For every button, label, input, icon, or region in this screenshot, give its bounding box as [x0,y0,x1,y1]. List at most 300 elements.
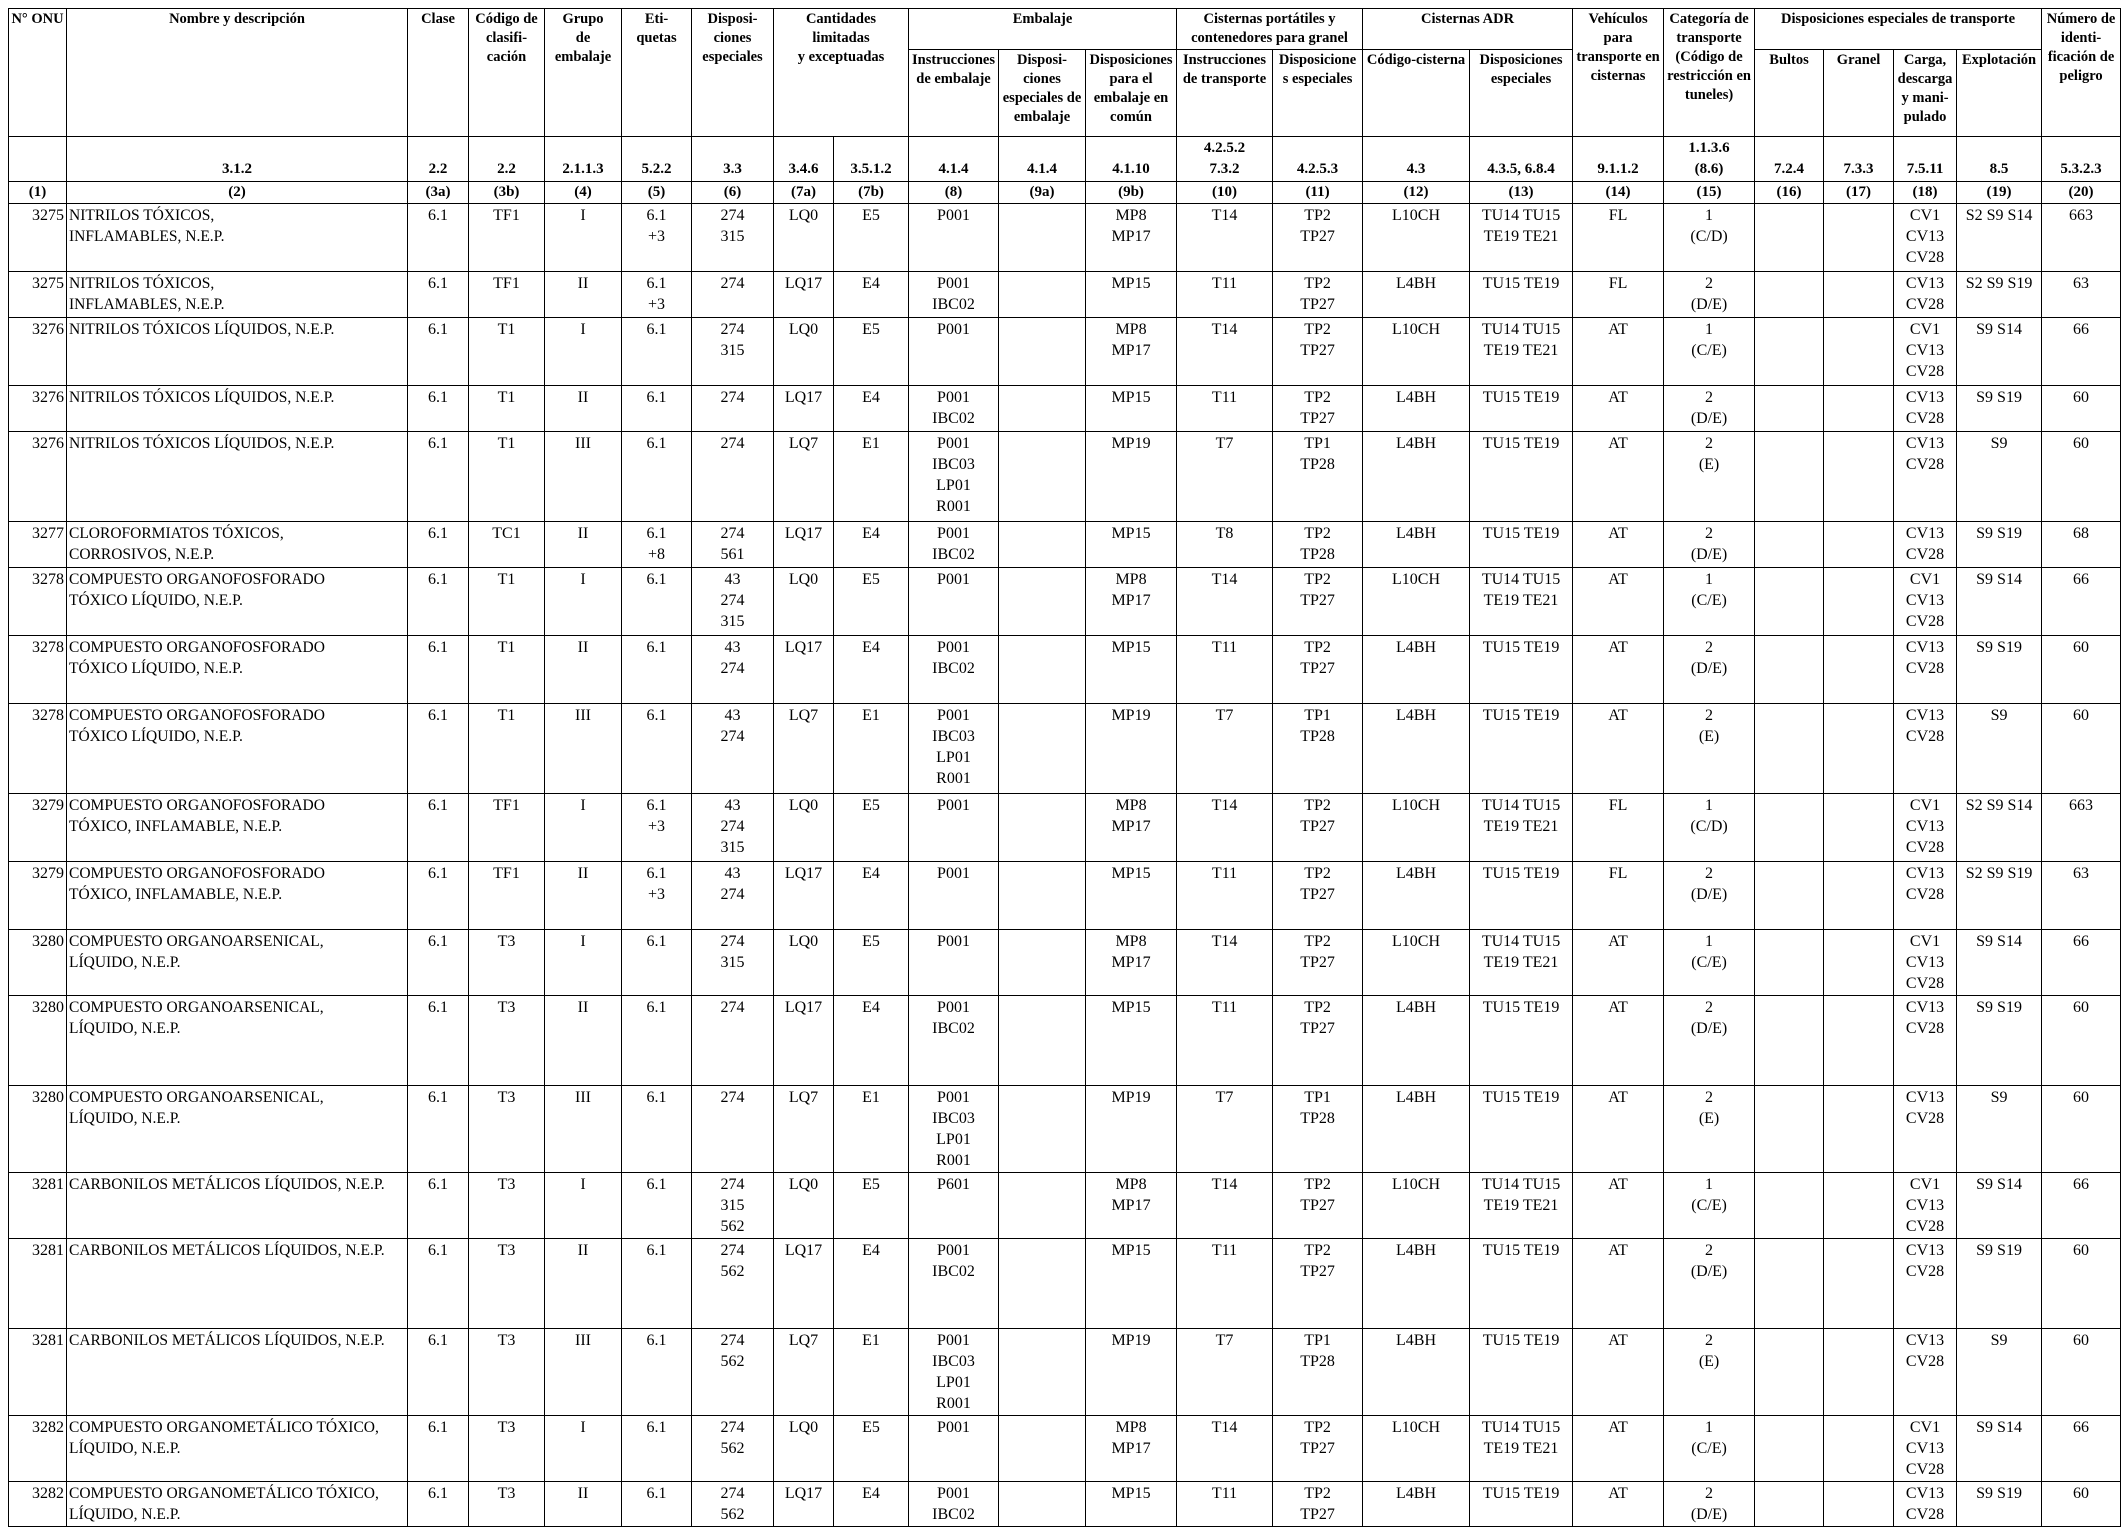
table-cell: T3 [469,996,545,1086]
table-cell: MP15 [1086,1482,1177,1527]
table-cell: LQ17 [774,1482,834,1527]
table-cell [999,386,1086,432]
table-cell: AT [1573,1086,1664,1173]
table-cell: 1 (C/E) [1664,930,1755,996]
table-cell: 6.1 [408,1239,469,1329]
table-cell: 60 [2042,1482,2121,1527]
reference-cell: 4.2.5.2 7.3.2 [1177,137,1273,182]
table-cell: P001 [909,794,999,862]
table-cell: II [545,272,622,318]
table-cell: 274 315 [692,204,774,272]
un-number-cell: 3276 [9,432,67,522]
table-cell: 6.1 [408,636,469,704]
table-cell: T3 [469,1329,545,1416]
table-cell: MP8 MP17 [1086,568,1177,636]
table-cell [1824,1329,1894,1416]
table-cell: 6.1 [622,1173,692,1239]
column-number-cell: (9a) [999,182,1086,204]
column-number-cell: (20) [2042,182,2121,204]
header-cp-disposiciones: Disposicione s especiales [1273,50,1363,137]
header-carga: Carga, descarga y mani- pulado [1894,50,1957,137]
table-cell: 2 (D/E) [1664,386,1755,432]
table-cell: P001 IBC02 [909,386,999,432]
table-cell: 60 [2042,636,2121,704]
un-number-cell: 3277 [9,522,67,568]
table-cell: MP8 MP17 [1086,1416,1177,1482]
table-cell: TU15 TE19 [1470,432,1573,522]
table-cell: TP2 TP27 [1273,568,1363,636]
table-row [9,568,2121,636]
table-cell: S9 [1957,1329,2042,1416]
table-cell: E1 [834,1329,909,1416]
table-cell: 66 [2042,1173,2121,1239]
table-cell [1824,204,1894,272]
reference-cell: 7.2.4 [1755,137,1824,182]
table-cell: 1 (C/E) [1664,568,1755,636]
table-cell: LQ17 [774,386,834,432]
table-cell: L10CH [1363,318,1470,386]
un-number-cell: 3281 [9,1329,67,1416]
table-cell: CV13 CV28 [1894,1329,1957,1416]
table-cell: MP8 MP17 [1086,318,1177,386]
table-cell: CV1 CV13 CV28 [1894,568,1957,636]
header-cp-instrucciones: Instrucciones de transporte [1177,50,1273,137]
column-number-cell: (7b) [834,182,909,204]
table-cell: TP1 TP28 [1273,704,1363,794]
table-cell: TU15 TE19 [1470,522,1573,568]
table-cell: II [545,996,622,1086]
table-cell: T11 [1177,862,1273,930]
table-cell [1755,568,1824,636]
table-cell: II [545,636,622,704]
header-numero-peligro: Número de identi- ficación de peligro [2042,9,2121,137]
table-cell: LQ0 [774,318,834,386]
table-cell: 274 561 [692,522,774,568]
table-cell: TU15 TE19 [1470,1482,1573,1527]
table-row [9,930,2121,996]
table-cell: I [545,318,622,386]
table-cell: 274 562 [692,1416,774,1482]
table-cell: LQ0 [774,1173,834,1239]
table-cell: L4BH [1363,1086,1470,1173]
table-cell [999,1086,1086,1173]
table-cell: TP2 TP27 [1273,204,1363,272]
table-cell: 2 (E) [1664,704,1755,794]
reference-cell: 4.1.4 [909,137,999,182]
header-codigo: Código de clasifi- cación [469,9,545,137]
table-cell: T14 [1177,204,1273,272]
substance-name-cell: CARBONILOS METÁLICOS LÍQUIDOS, N.E.P. [67,1239,408,1329]
table-cell: 60 [2042,704,2121,794]
table-cell: CV1 CV13 CV28 [1894,794,1957,862]
table-cell: LQ7 [774,1086,834,1173]
table-cell: T14 [1177,318,1273,386]
table-cell [1824,318,1894,386]
table-cell: T11 [1177,1482,1273,1527]
table-cell: L10CH [1363,794,1470,862]
table-cell [999,996,1086,1086]
table-cell: 6.1 [622,704,692,794]
table-cell: T1 [469,704,545,794]
table-cell: TC1 [469,522,545,568]
table-cell: 66 [2042,568,2121,636]
table-cell: E4 [834,522,909,568]
table-cell: E5 [834,1173,909,1239]
table-cell: 1 (C/E) [1664,1173,1755,1239]
header-explotacion: Explotación [1957,50,2042,137]
header-adr-codigo: Código-cisterna [1363,50,1470,137]
column-number-cell: (9b) [1086,182,1177,204]
table-cell: 274 315 562 [692,1173,774,1239]
un-number-cell: 3280 [9,1086,67,1173]
table-cell: TP1 TP28 [1273,1086,1363,1173]
table-cell: 2 (E) [1664,432,1755,522]
substance-name-cell: COMPUESTO ORGANOARSENICAL, LÍQUIDO, N.E.P. [67,1086,408,1173]
header-emb-comun: Disposiciones para el embalaje en común [1086,50,1177,137]
table-cell: LQ7 [774,432,834,522]
substance-name-cell: COMPUESTO ORGANOMETÁLICO TÓXICO, LÍQUIDO, N.E.P. [67,1482,408,1527]
column-number-cell: (13) [1470,182,1573,204]
table-cell: TP2 TP28 [1273,522,1363,568]
table-cell: TU15 TE19 [1470,1329,1573,1416]
table-cell [1755,432,1824,522]
table-cell: T8 [1177,522,1273,568]
table-cell [1755,1173,1824,1239]
table-cell: 6.1 +3 [622,272,692,318]
table-cell: 6.1 [622,1086,692,1173]
reference-cell: 7.3.3 [1824,137,1894,182]
table-row [9,1173,2121,1239]
header-disposiciones: Disposi- ciones especiales [692,9,774,137]
reference-cell: 9.1.1.2 [1573,137,1664,182]
column-number-cell: (11) [1273,182,1363,204]
table-cell: P001 IBC03 LP01 R001 [909,432,999,522]
table-cell: AT [1573,636,1664,704]
header-name: Nombre y descripción [67,9,408,137]
reference-cell: 7.5.11 [1894,137,1957,182]
table-row [9,432,2121,522]
table-cell: II [545,522,622,568]
table-cell: E4 [834,386,909,432]
column-number-cell: (19) [1957,182,2042,204]
table-cell: T11 [1177,386,1273,432]
table-cell: MP15 [1086,522,1177,568]
un-number-cell: 3281 [9,1239,67,1329]
table-cell: AT [1573,1416,1664,1482]
table-cell: TF1 [469,862,545,930]
table-cell: T7 [1177,1329,1273,1416]
table-row [9,318,2121,386]
table-cell: CV13 CV28 [1894,636,1957,704]
table-cell [999,862,1086,930]
un-number-cell: 3279 [9,794,67,862]
table-cell: 6.1 [408,1416,469,1482]
table-cell: AT [1573,1173,1664,1239]
table-cell: 6.1 [622,1482,692,1527]
table-cell [1755,1086,1824,1173]
reference-cell: 4.3 [1363,137,1470,182]
dangerous-goods-table-container [8,8,2121,1527]
table-cell: AT [1573,930,1664,996]
table-cell: CV13 CV28 [1894,862,1957,930]
table-cell [999,1482,1086,1527]
substance-name-cell: NITRILOS TÓXICOS LÍQUIDOS, N.E.P. [67,432,408,522]
table-cell: CV13 CV28 [1894,522,1957,568]
table-cell: 6.1 [408,1173,469,1239]
un-number-cell: 3276 [9,386,67,432]
table-cell [1755,1239,1824,1329]
table-cell: S2 S9 S14 [1957,204,2042,272]
table-cell: LQ17 [774,272,834,318]
table-cell: TU14 TU15 TE19 TE21 [1470,1416,1573,1482]
table-cell: LQ0 [774,1416,834,1482]
reference-cell: 4.1.10 [1086,137,1177,182]
reference-cell: 3.3 [692,137,774,182]
table-cell: T1 [469,386,545,432]
table-cell: TP2 TP27 [1273,386,1363,432]
table-cell: CV13 CV28 [1894,386,1957,432]
table-cell: T3 [469,1482,545,1527]
table-cell: III [545,432,622,522]
table-cell: III [545,704,622,794]
table-cell [1755,522,1824,568]
table-cell [1755,272,1824,318]
table-cell: 2 (D/E) [1664,272,1755,318]
table-cell: 6.1 [408,568,469,636]
table-row [9,522,2121,568]
table-cell: FL [1573,794,1664,862]
table-cell [1824,794,1894,862]
table-cell: L4BH [1363,432,1470,522]
table-cell: S9 [1957,704,2042,794]
table-cell: I [545,204,622,272]
reference-cell: 5.2.2 [622,137,692,182]
substance-name-cell: CARBONILOS METÁLICOS LÍQUIDOS, N.E.P. [67,1329,408,1416]
table-cell: E4 [834,1482,909,1527]
table-cell: 6.1 [622,1239,692,1329]
table-cell: L10CH [1363,1416,1470,1482]
table-cell: 60 [2042,432,2121,522]
table-cell: TU15 TE19 [1470,386,1573,432]
table-cell: S9 S14 [1957,568,2042,636]
table-cell: 6.1 +3 [622,794,692,862]
table-cell [1824,996,1894,1086]
table-cell [1755,636,1824,704]
table-cell: 6.1 [408,432,469,522]
table-row [9,996,2121,1086]
substance-name-cell: COMPUESTO ORGANOFOSFORADO TÓXICO LÍQUIDO, N.E.P. [67,636,408,704]
table-cell: 68 [2042,522,2121,568]
table-cell [1824,862,1894,930]
column-number-cell: (2) [67,182,408,204]
table-cell: 6.1 [408,704,469,794]
table-cell: TP2 TP27 [1273,272,1363,318]
reference-cell: 1.1.3.6 (8.6) [1664,137,1755,182]
table-cell [1824,522,1894,568]
table-cell [999,522,1086,568]
table-cell: L4BH [1363,1329,1470,1416]
substance-name-cell: COMPUESTO ORGANOFOSFORADO TÓXICO LÍQUIDO, N.E.P. [67,568,408,636]
substance-name-cell: NITRILOS TÓXICOS, INFLAMABLES, N.E.P. [67,272,408,318]
un-number-cell: 3275 [9,272,67,318]
table-cell: L10CH [1363,204,1470,272]
table-cell [1755,1329,1824,1416]
table-cell: P001 IBC02 [909,272,999,318]
table-cell: S9 [1957,432,2042,522]
un-number-cell: 3278 [9,704,67,794]
table-cell: 274 315 [692,930,774,996]
header-bultos: Bultos [1755,50,1824,137]
reference-cell: 4.2.5.3 [1273,137,1363,182]
table-cell: S2 S9 S19 [1957,272,2042,318]
table-cell: E5 [834,204,909,272]
table-cell: MP15 [1086,386,1177,432]
column-number-row [9,182,2121,204]
table-cell: MP15 [1086,636,1177,704]
table-cell: MP19 [1086,1086,1177,1173]
substance-name-cell: COMPUESTO ORGANOFOSFORADO TÓXICO LÍQUIDO, N.E.P. [67,704,408,794]
header-adr-disposiciones: Disposiciones especiales [1470,50,1573,137]
table-cell: 663 [2042,794,2121,862]
table-cell: 274 315 [692,318,774,386]
table-cell [1755,1416,1824,1482]
table-cell: 6.1 [622,432,692,522]
table-cell: 274 [692,996,774,1086]
table-cell: 6.1 [622,636,692,704]
reference-cell: 3.5.1.2 [834,137,909,182]
table-cell: LQ0 [774,568,834,636]
table-cell: 2 (D/E) [1664,1482,1755,1527]
reference-cell: 2.1.1.3 [545,137,622,182]
table-cell: AT [1573,318,1664,386]
table-cell: 43 274 [692,862,774,930]
table-body [9,204,2121,1527]
table-cell: CV13 CV28 [1894,704,1957,794]
table-cell: I [545,794,622,862]
table-cell: T14 [1177,1173,1273,1239]
table-cell: TU14 TU15 TE19 TE21 [1470,1173,1573,1239]
substance-name-cell: COMPUESTO ORGANOARSENICAL, LÍQUIDO, N.E.P. [67,996,408,1086]
table-cell: TU14 TU15 TE19 TE21 [1470,794,1573,862]
table-cell: III [545,1086,622,1173]
table-cell: S9 S14 [1957,1416,2042,1482]
substance-name-cell: NITRILOS TÓXICOS LÍQUIDOS, N.E.P. [67,386,408,432]
table-cell: L4BH [1363,862,1470,930]
column-number-cell: (7a) [774,182,834,204]
table-cell: P001 [909,318,999,386]
table-cell: AT [1573,568,1664,636]
table-cell: S9 S19 [1957,636,2042,704]
table-cell: TP2 TP27 [1273,636,1363,704]
header-clase: Clase [408,9,469,137]
table-cell: LQ0 [774,930,834,996]
header-emb-disposiciones: Disposi- ciones especiales de embalaje [999,50,1086,137]
reference-row [9,137,2121,182]
table-cell: 66 [2042,1416,2121,1482]
table-cell: III [545,1329,622,1416]
table-cell [1824,930,1894,996]
substance-name-cell: NITRILOS TÓXICOS, INFLAMABLES, N.E.P. [67,204,408,272]
table-cell: 66 [2042,930,2121,996]
table-cell: E5 [834,318,909,386]
table-cell: L4BH [1363,1482,1470,1527]
table-cell: TU15 TE19 [1470,1239,1573,1329]
table-cell: T1 [469,318,545,386]
reference-cell: 3.4.6 [774,137,834,182]
table-cell: S9 S14 [1957,1173,2042,1239]
table-cell: TU14 TU15 TE19 TE21 [1470,318,1573,386]
reference-cell: 8.5 [1957,137,2042,182]
table-cell: TU15 TE19 [1470,996,1573,1086]
table-cell: TF1 [469,794,545,862]
table-cell: L10CH [1363,568,1470,636]
table-cell: TU15 TE19 [1470,636,1573,704]
table-cell: II [545,386,622,432]
table-cell: 1 (C/E) [1664,318,1755,386]
table-cell: LQ0 [774,204,834,272]
table-cell: 43 274 [692,636,774,704]
table-cell: 274 [692,272,774,318]
table-cell: 274 562 [692,1239,774,1329]
table-cell: S9 [1957,1086,2042,1173]
table-cell: CV1 CV13 CV28 [1894,204,1957,272]
reference-cell: 2.2 [408,137,469,182]
table-row [9,794,2121,862]
table-cell: TP2 TP27 [1273,1173,1363,1239]
table-cell: S9 S19 [1957,1239,2042,1329]
table-cell: L4BH [1363,996,1470,1086]
table-row [9,204,2121,272]
table-cell: 2 (D/E) [1664,636,1755,704]
substance-name-cell: CARBONILOS METÁLICOS LÍQUIDOS, N.E.P. [67,1173,408,1239]
table-cell: 6.1 [408,386,469,432]
table-cell: TP2 TP27 [1273,1482,1363,1527]
table-cell: II [545,862,622,930]
table-cell [1824,1239,1894,1329]
un-number-cell: 3276 [9,318,67,386]
table-cell: TP2 TP27 [1273,318,1363,386]
table-cell: 43 274 315 [692,568,774,636]
table-cell: P001 [909,1416,999,1482]
table-cell: AT [1573,704,1664,794]
table-cell: CV1 CV13 CV28 [1894,1173,1957,1239]
table-cell: S2 S9 S19 [1957,862,2042,930]
table-cell: T1 [469,432,545,522]
table-cell: 6.1 [408,1086,469,1173]
table-cell: 6.1 [622,1329,692,1416]
table-cell: P001 [909,568,999,636]
table-row [9,704,2121,794]
table-cell: S9 S14 [1957,318,2042,386]
table-cell: 66 [2042,318,2121,386]
table-cell: I [545,930,622,996]
header-cisternas-portatiles: Cisternas portátiles y contenedores para granel [1177,9,1363,50]
table-cell: 2 (D/E) [1664,522,1755,568]
table-cell: 2 (D/E) [1664,996,1755,1086]
table-cell: L4BH [1363,386,1470,432]
table-cell: 274 [692,432,774,522]
header-disp-transporte: Disposiciones especiales de transporte [1755,9,2042,50]
table-cell: E1 [834,1086,909,1173]
table-cell: L4BH [1363,1239,1470,1329]
table-cell: TP2 TP27 [1273,794,1363,862]
header-embalaje: Embalaje [909,9,1177,50]
un-number-cell: 3278 [9,636,67,704]
column-number-cell: (8) [909,182,999,204]
column-number-cell: (10) [1177,182,1273,204]
column-number-cell: (6) [692,182,774,204]
table-row [9,386,2121,432]
